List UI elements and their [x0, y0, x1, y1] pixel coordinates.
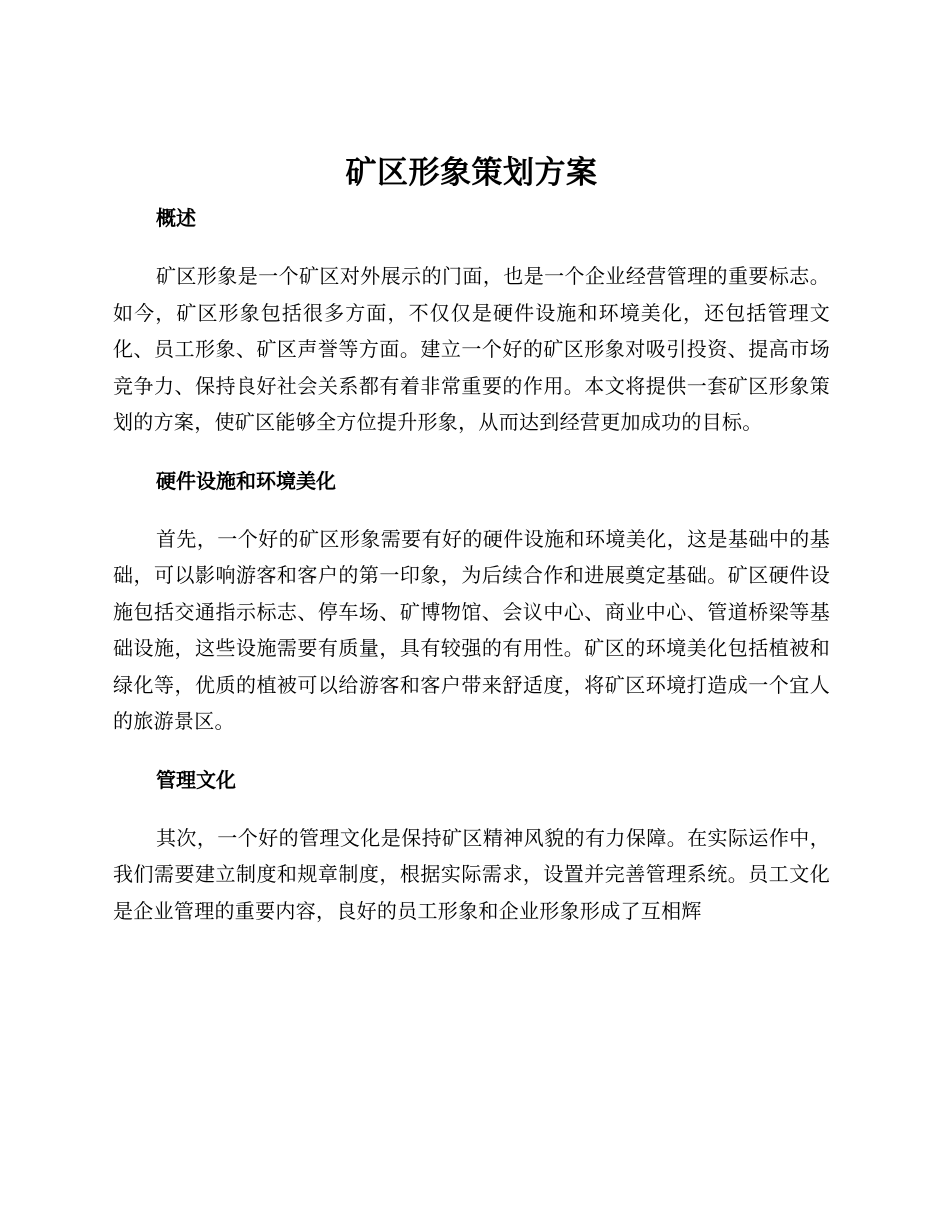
section-paragraph: 首先，一个好的矿区形象需要有好的硬件设施和环境美化，这是基础中的基础，可以影响游客和客户的第一印象，为后续合作和进展奠定基础。矿区硬件设施包括交通指示标志、停车场、矿博物馆、会议中心、商业中心、管道桥梁等基础设施，这些设施需要有质量，具有较强的有用性。矿区的环境美化包括植被和绿化等，优质的植被可以给游客和客户带来舒适度，将矿区环境打造成一个宜人的旅游景区。: [113, 526, 830, 733]
section-management-culture: [113, 762, 830, 930]
section-heading: 硬件设施和环境美化: [156, 468, 336, 493]
document-page: [113, 150, 830, 929]
section-hardware-environment: [113, 463, 830, 740]
section-overview: [113, 200, 830, 441]
section-heading: 概述: [156, 206, 196, 230]
section-paragraph: 其次，一个好的管理文化是保持矿区精神风貌的有力保障。在实际运作中，我们需要建立制度和规章制度，根据实际需求，设置并完善管理系统。员工文化是企业管理的重要内容，良好的员工形象和企业形象形成了互相辉: [113, 825, 830, 923]
document-title: 矿区形象策划方案: [345, 155, 598, 191]
section-paragraph: 矿区形象是一个矿区对外展示的门面，也是一个企业经营管理的重要标志。如今，矿区形象包括很多方面，不仅仅是硬件设施和环境美化，还包括管理文化、员工形象、矿区声誉等方面。建立一个好的矿区形象对吸引投资、提高市场竞争力、保持良好社会关系都有着非常重要的作用。本文将提供一套矿区形象策划的方案，使矿区能够全方位提升形象，从而达到经营更加成功的目标。: [113, 264, 830, 434]
section-heading: 管理文化: [156, 767, 236, 792]
